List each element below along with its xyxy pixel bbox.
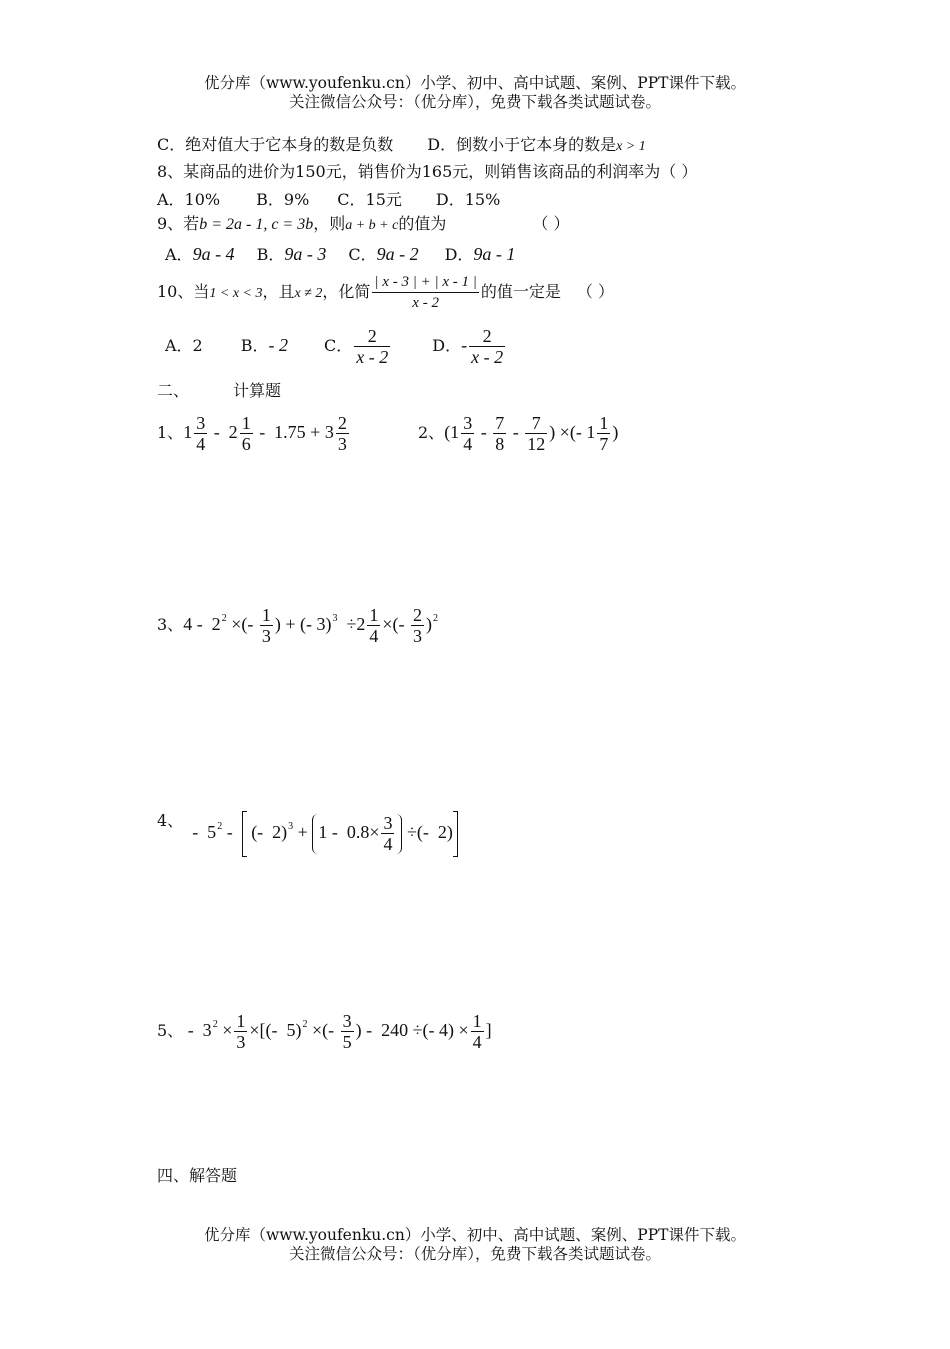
fraction: $\frac{3}{4}$: [196, 413, 206, 454]
page-footer-line1: 优分库（www.youfenku.cn）小学、初中、高中试题、案例、PPT课件下载。: [203, 1226, 747, 1244]
q7-option-c: C．绝对值大于它本身的数是负数: [157, 135, 394, 154]
section-2-title: 计算题: [233, 381, 282, 400]
expr-text: ×(-: [382, 614, 409, 634]
q7-options: [157, 134, 646, 158]
q10-condition1: 1 < x < 3: [209, 286, 263, 301]
q10-fraction: [372, 272, 478, 313]
q10-option-c-denominator: x - 2: [356, 347, 389, 367]
expr-text: (- 2)$^3$ +: [246, 821, 313, 842]
expr-text: - 1.75 + 3: [254, 422, 334, 442]
expr-text: ) ×(- 1: [549, 422, 596, 442]
expr-text: ÷(- 2): [402, 822, 453, 842]
calc-problem-3: [157, 598, 438, 646]
fraction: $\frac{7}{12}$: [527, 413, 546, 454]
fraction: $\frac{1}{7}$: [599, 413, 609, 454]
calc-problem-4: [157, 796, 458, 858]
calc-problem-1-label: 1、: [157, 423, 184, 442]
expr-text: - $3^2$ ×: [183, 1019, 233, 1040]
expr-text: ) + (- 3)$^3$ ÷2: [274, 613, 366, 634]
expr-text: ]: [485, 1020, 492, 1040]
q9-option-b: B．: [256, 245, 285, 264]
expr-text: 1: [183, 422, 193, 442]
q8-option-b: B．9%: [256, 190, 310, 209]
q9-option-c: C．: [348, 245, 377, 264]
q10-option-a: A．2: [165, 336, 203, 355]
q10-option-c: C．: [324, 336, 353, 355]
q10-option-d-fraction: [469, 326, 505, 367]
fraction: $\frac{2}{3}$: [413, 605, 422, 646]
q10-mid1: ，且: [262, 282, 295, 301]
q7-option-d-math: x > 1: [616, 139, 646, 154]
q10-condition2: x ≠ 2: [294, 286, 323, 301]
page-header-line1: 优分库（www.youfenku.cn）小学、初中、高中试题、案例、PPT课件下载。: [203, 74, 747, 92]
q10-option-b: B．: [240, 336, 269, 355]
fraction: $\frac{1}{3}$: [236, 1011, 246, 1052]
fraction: $\frac{1}{3}$: [261, 605, 271, 646]
q9-options: [165, 243, 515, 266]
q8-stem: 8、某商品的进价为150元，销售价为165元，则销售该商品的利润率为（ ）: [157, 162, 698, 181]
q7-option-d: D．倒数小于它本身的数是: [427, 135, 617, 154]
expr-text: $4 - 2^2$ ×(-: [183, 613, 258, 634]
q10-option-d: D．: [432, 336, 462, 355]
q10-options: [165, 326, 507, 367]
fraction: $\frac{1}{4}$: [369, 605, 379, 646]
calc-problem-1: [157, 412, 351, 454]
page-footer-line2: 关注微信公众号：（优分库），免费下载各类试题试卷。: [288, 1245, 661, 1263]
q8-option-c: C．15元: [337, 190, 402, 209]
fraction: $\frac{7}{8}$: [495, 413, 505, 454]
calc-problem-5-label: 5、: [157, 1021, 184, 1040]
section-2-number: 二、: [157, 381, 190, 400]
q10-option-d-denominator: x - 2: [471, 347, 504, 367]
page-header-line2: 关注微信公众号：（优分库），免费下载各类试题试卷。: [288, 93, 661, 111]
expr-text: - $5^2$ -: [183, 821, 242, 842]
section-2-heading: [157, 380, 281, 402]
right-bracket: [453, 811, 458, 857]
q10-suffix: 的值一定是: [480, 282, 561, 301]
q9-mid: ，则: [313, 214, 346, 233]
q10-option-c-numerator: 2: [354, 326, 390, 347]
expr-text: )$^2$: [426, 613, 438, 634]
q10-fraction-denominator: x - 2: [412, 295, 439, 311]
q10-option-c-fraction: [354, 326, 390, 367]
calc-problem-2-label: 2、: [418, 423, 445, 442]
q10-option-b-math: - 2: [268, 335, 289, 355]
fraction: $\frac{3}{4}$: [383, 813, 393, 854]
q9-option-d: D．: [444, 245, 474, 264]
expr-text: - 2: [209, 422, 238, 442]
q9-option-d-math: 9a - 1: [473, 244, 516, 264]
q10-paren: （ ）: [576, 282, 614, 301]
q10-mid2: ，化简: [322, 282, 371, 301]
expr-text: ): [612, 422, 619, 442]
fraction: $\frac{1}{4}$: [472, 1011, 482, 1052]
expr-text: ) - 240 ÷(- 4) ×: [355, 1020, 469, 1040]
q10-option-d-numerator: 2: [469, 326, 505, 347]
q9-expression: a + b + c: [345, 218, 399, 233]
q10-stem: [157, 272, 614, 313]
q8-option-d: D．15%: [435, 190, 501, 209]
q9-option-c-math: 9a - 2: [376, 244, 419, 264]
expr-text: -: [476, 422, 492, 442]
q9-option-a: A．: [165, 245, 193, 264]
expr-text: 1 - 0.8×: [318, 822, 380, 842]
q9-stem: [157, 213, 569, 237]
section-4-heading: 四、解答题: [157, 1166, 238, 1185]
calc-problem-4-label: 4、: [157, 811, 184, 830]
q10-fraction-numerator: | x - 3 | + | x - 1 |: [372, 272, 478, 293]
q8-option-a: A．10%: [157, 190, 221, 209]
q9-option-a-math: 9a - 4: [192, 244, 235, 264]
calc-problem-2: [418, 412, 618, 454]
q10-option-d-sign: -: [461, 335, 468, 355]
q9-suffix: 的值为: [398, 214, 447, 233]
fraction: $\frac{3}{5}$: [342, 1011, 352, 1052]
q9-condition: b = 2a - 1, c = 3b: [199, 216, 314, 233]
left-bracket: [242, 811, 247, 857]
fraction: $\frac{1}{6}$: [241, 413, 251, 454]
calc-problem-5: [157, 1004, 492, 1052]
expr-text: (1: [444, 422, 460, 442]
fraction: $\frac{3}{4}$: [463, 413, 473, 454]
fraction: $\frac{2}{3}$: [337, 413, 347, 454]
q9-paren: （ ）: [532, 214, 570, 233]
q9-prefix: 9、若: [157, 214, 200, 233]
q9-option-b-math: 9a - 3: [284, 244, 327, 264]
calc-problem-3-label: 3、: [157, 615, 184, 634]
expr-text: -: [508, 422, 524, 442]
q8-options: [157, 189, 500, 211]
q10-prefix: 10、当: [157, 282, 210, 301]
expr-text: ×[(- 5)$^2$ ×(-: [249, 1019, 339, 1040]
